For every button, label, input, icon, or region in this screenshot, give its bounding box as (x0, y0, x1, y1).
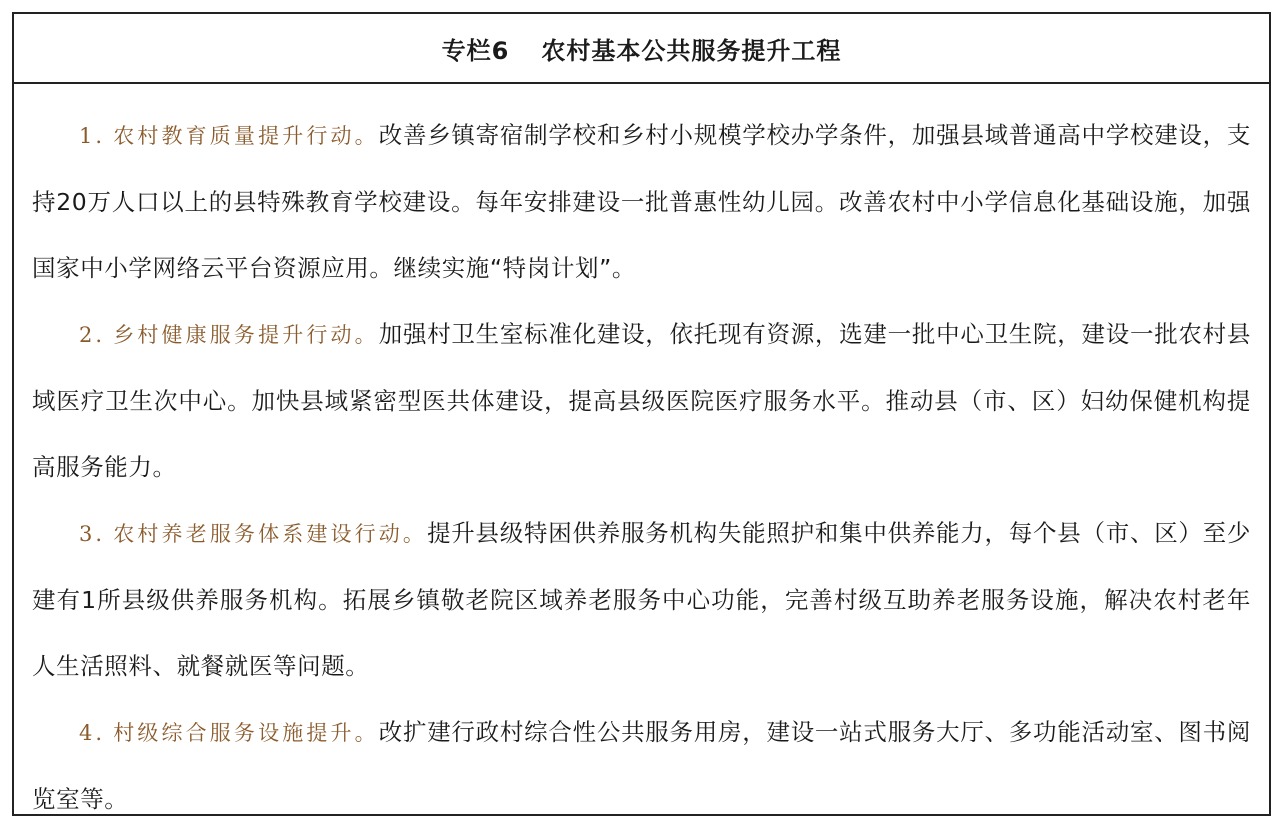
item-number: 3. (79, 522, 106, 546)
item-paragraph (32, 301, 1251, 500)
item-body: 加强村卫生室标准化建设，依托现有资源，选建一批中心卫生院，建设一批农村县域医疗卫生次中心。加快县域紧密型医共体建设，提高县级医院医疗服务水平。推动县（市、区）妇幼保健机构提高服务能力。 (32, 320, 1251, 481)
box-header (14, 14, 1269, 84)
item-number: 2. (79, 323, 106, 347)
item-body: 改善乡镇寄宿制学校和乡村小规模学校办学条件，加强县域普通高中学校建设，支持20万人口以上的县特殊教育学校建设。每年安排建设一批普惠性幼儿园。改善农村中小学信息化基础设施，加强国家中小学网络云平台资源应用。继续实施“特岗计划”。 (32, 121, 1251, 282)
item-number: 1. (79, 124, 106, 148)
item-body: 提升县级特困供养服务机构失能照护和集中供养能力，每个县（市、区）至少建有1所县级供养服务机构。拓展乡镇敬老院区域养老服务中心功能，完善村级互助养老服务设施，解决农村老年人生活照料、就餐就医等问题。 (32, 519, 1252, 680)
item-number: 4. (79, 721, 106, 745)
box-content (14, 84, 1269, 832)
item-paragraph (32, 699, 1251, 832)
item-paragraph (32, 500, 1251, 699)
item-heading: 农村养老服务体系建设行动。 (113, 522, 428, 546)
box-title: 农村基本公共服务提升工程 (541, 36, 842, 65)
item-heading: 乡村健康服务提升行动。 (113, 323, 379, 347)
item-body: 改扩建行政村综合性公共服务用房，建设一站式服务大厅、多功能活动室、图书阅览室等。 (32, 718, 1251, 813)
column-label: 专栏6 (441, 36, 510, 65)
item-paragraph (32, 102, 1251, 301)
info-box (12, 12, 1271, 816)
item-heading: 农村教育质量提升行动。 (113, 124, 379, 148)
item-heading: 村级综合服务设施提升。 (113, 721, 379, 745)
